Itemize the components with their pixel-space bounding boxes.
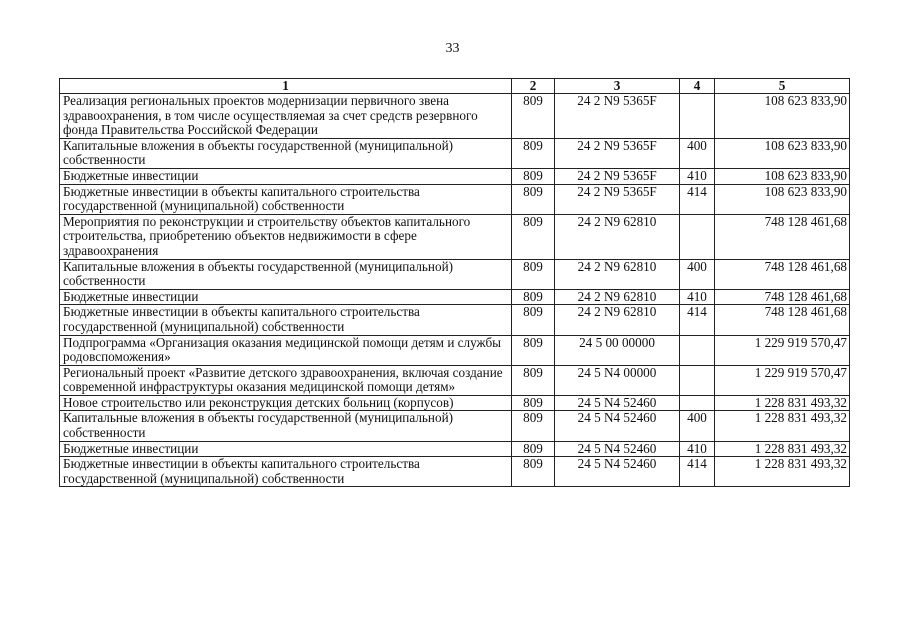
row-type: 414 — [680, 184, 715, 214]
row-name: Капитальные вложения в объекты государственной (муниципальной) собственности — [60, 259, 512, 289]
row-type — [680, 94, 715, 139]
row-name: Бюджетные инвестиции в объекты капитального строительства государственной (муниципальной) собственности — [60, 457, 512, 487]
row-target: 24 5 N4 52460 — [555, 411, 680, 441]
row-name: Бюджетные инвестиции — [60, 441, 512, 457]
table-row — [60, 411, 850, 441]
column-header-5: 5 — [715, 79, 850, 94]
row-target: 24 5 N4 52460 — [555, 395, 680, 411]
row-target: 24 5 N4 52460 — [555, 457, 680, 487]
row-code: 809 — [512, 94, 555, 139]
row-target: 24 5 00 00000 — [555, 335, 680, 365]
row-code: 809 — [512, 289, 555, 305]
row-type: 400 — [680, 138, 715, 168]
row-amount: 1 228 831 493,32 — [715, 441, 850, 457]
table-body — [60, 94, 850, 487]
row-name: Подпрограмма «Организация оказания медицинской помощи детям и службы родовспоможения» — [60, 335, 512, 365]
row-name: Капитальные вложения в объекты государственной (муниципальной) собственности — [60, 411, 512, 441]
table-row — [60, 184, 850, 214]
row-code: 809 — [512, 138, 555, 168]
row-amount: 1 229 919 570,47 — [715, 365, 850, 395]
row-code: 809 — [512, 395, 555, 411]
row-target: 24 2 N9 5365F — [555, 168, 680, 184]
table-row — [60, 395, 850, 411]
row-type — [680, 395, 715, 411]
row-code: 809 — [512, 184, 555, 214]
row-target: 24 2 N9 62810 — [555, 214, 680, 259]
row-code: 809 — [512, 457, 555, 487]
row-amount: 748 128 461,68 — [715, 259, 850, 289]
row-code: 809 — [512, 305, 555, 335]
row-name: Региональный проект «Развитие детского здравоохранения, включая создание современной инфраструктуры оказания медицинской помощи детям» — [60, 365, 512, 395]
row-name: Бюджетные инвестиции в объекты капитального строительства государственной (муниципальной) собственности — [60, 305, 512, 335]
row-amount: 108 623 833,90 — [715, 138, 850, 168]
row-type — [680, 214, 715, 259]
budget-table — [59, 78, 850, 487]
table-row — [60, 457, 850, 487]
column-header-2: 2 — [512, 79, 555, 94]
table-row — [60, 168, 850, 184]
table-row — [60, 441, 850, 457]
row-type: 410 — [680, 168, 715, 184]
row-target: 24 2 N9 5365F — [555, 138, 680, 168]
column-header-1: 1 — [60, 79, 512, 94]
table-row — [60, 305, 850, 335]
table-row — [60, 259, 850, 289]
table-row — [60, 289, 850, 305]
row-name: Капитальные вложения в объекты государственной (муниципальной) собственности — [60, 138, 512, 168]
row-name: Мероприятия по реконструкции и строительству объектов капитального строительства, приобретению объектов недвижимости в сфере здравоохранения — [60, 214, 512, 259]
row-target: 24 5 N4 00000 — [555, 365, 680, 395]
column-header-4: 4 — [680, 79, 715, 94]
row-target: 24 2 N9 62810 — [555, 289, 680, 305]
row-code: 809 — [512, 411, 555, 441]
row-amount: 748 128 461,68 — [715, 289, 850, 305]
row-amount: 1 228 831 493,32 — [715, 457, 850, 487]
row-amount: 108 623 833,90 — [715, 168, 850, 184]
row-type — [680, 365, 715, 395]
row-name: Бюджетные инвестиции в объекты капитального строительства государственной (муниципальной) собственности — [60, 184, 512, 214]
row-type: 410 — [680, 441, 715, 457]
row-target: 24 5 N4 52460 — [555, 441, 680, 457]
row-type: 414 — [680, 457, 715, 487]
row-name: Бюджетные инвестиции — [60, 168, 512, 184]
table-row — [60, 365, 850, 395]
row-type: 410 — [680, 289, 715, 305]
table-row — [60, 138, 850, 168]
row-target: 24 2 N9 62810 — [555, 259, 680, 289]
table-header-row — [60, 79, 850, 94]
table-row — [60, 94, 850, 139]
row-type: 400 — [680, 411, 715, 441]
row-amount: 108 623 833,90 — [715, 94, 850, 139]
table-row — [60, 335, 850, 365]
row-code: 809 — [512, 259, 555, 289]
row-amount: 748 128 461,68 — [715, 214, 850, 259]
row-amount: 1 228 831 493,32 — [715, 395, 850, 411]
row-amount: 1 228 831 493,32 — [715, 411, 850, 441]
row-type — [680, 335, 715, 365]
row-target: 24 2 N9 5365F — [555, 94, 680, 139]
row-name: Бюджетные инвестиции — [60, 289, 512, 305]
budget-table-container — [59, 78, 849, 487]
row-type: 414 — [680, 305, 715, 335]
row-code: 809 — [512, 365, 555, 395]
column-header-3: 3 — [555, 79, 680, 94]
row-target: 24 2 N9 62810 — [555, 305, 680, 335]
row-name: Новое строительство или реконструкция детских больниц (корпусов) — [60, 395, 512, 411]
row-code: 809 — [512, 441, 555, 457]
table-row — [60, 214, 850, 259]
row-code: 809 — [512, 214, 555, 259]
row-amount: 108 623 833,90 — [715, 184, 850, 214]
row-type: 400 — [680, 259, 715, 289]
row-target: 24 2 N9 5365F — [555, 184, 680, 214]
row-code: 809 — [512, 335, 555, 365]
row-amount: 1 229 919 570,47 — [715, 335, 850, 365]
row-code: 809 — [512, 168, 555, 184]
row-name: Реализация региональных проектов модернизации первичного звена здравоохранения, в том числе осуществляемая за счет средств резервного фонда Правительства Российской Федерации — [60, 94, 512, 139]
page-number: 33 — [445, 41, 460, 56]
row-amount: 748 128 461,68 — [715, 305, 850, 335]
